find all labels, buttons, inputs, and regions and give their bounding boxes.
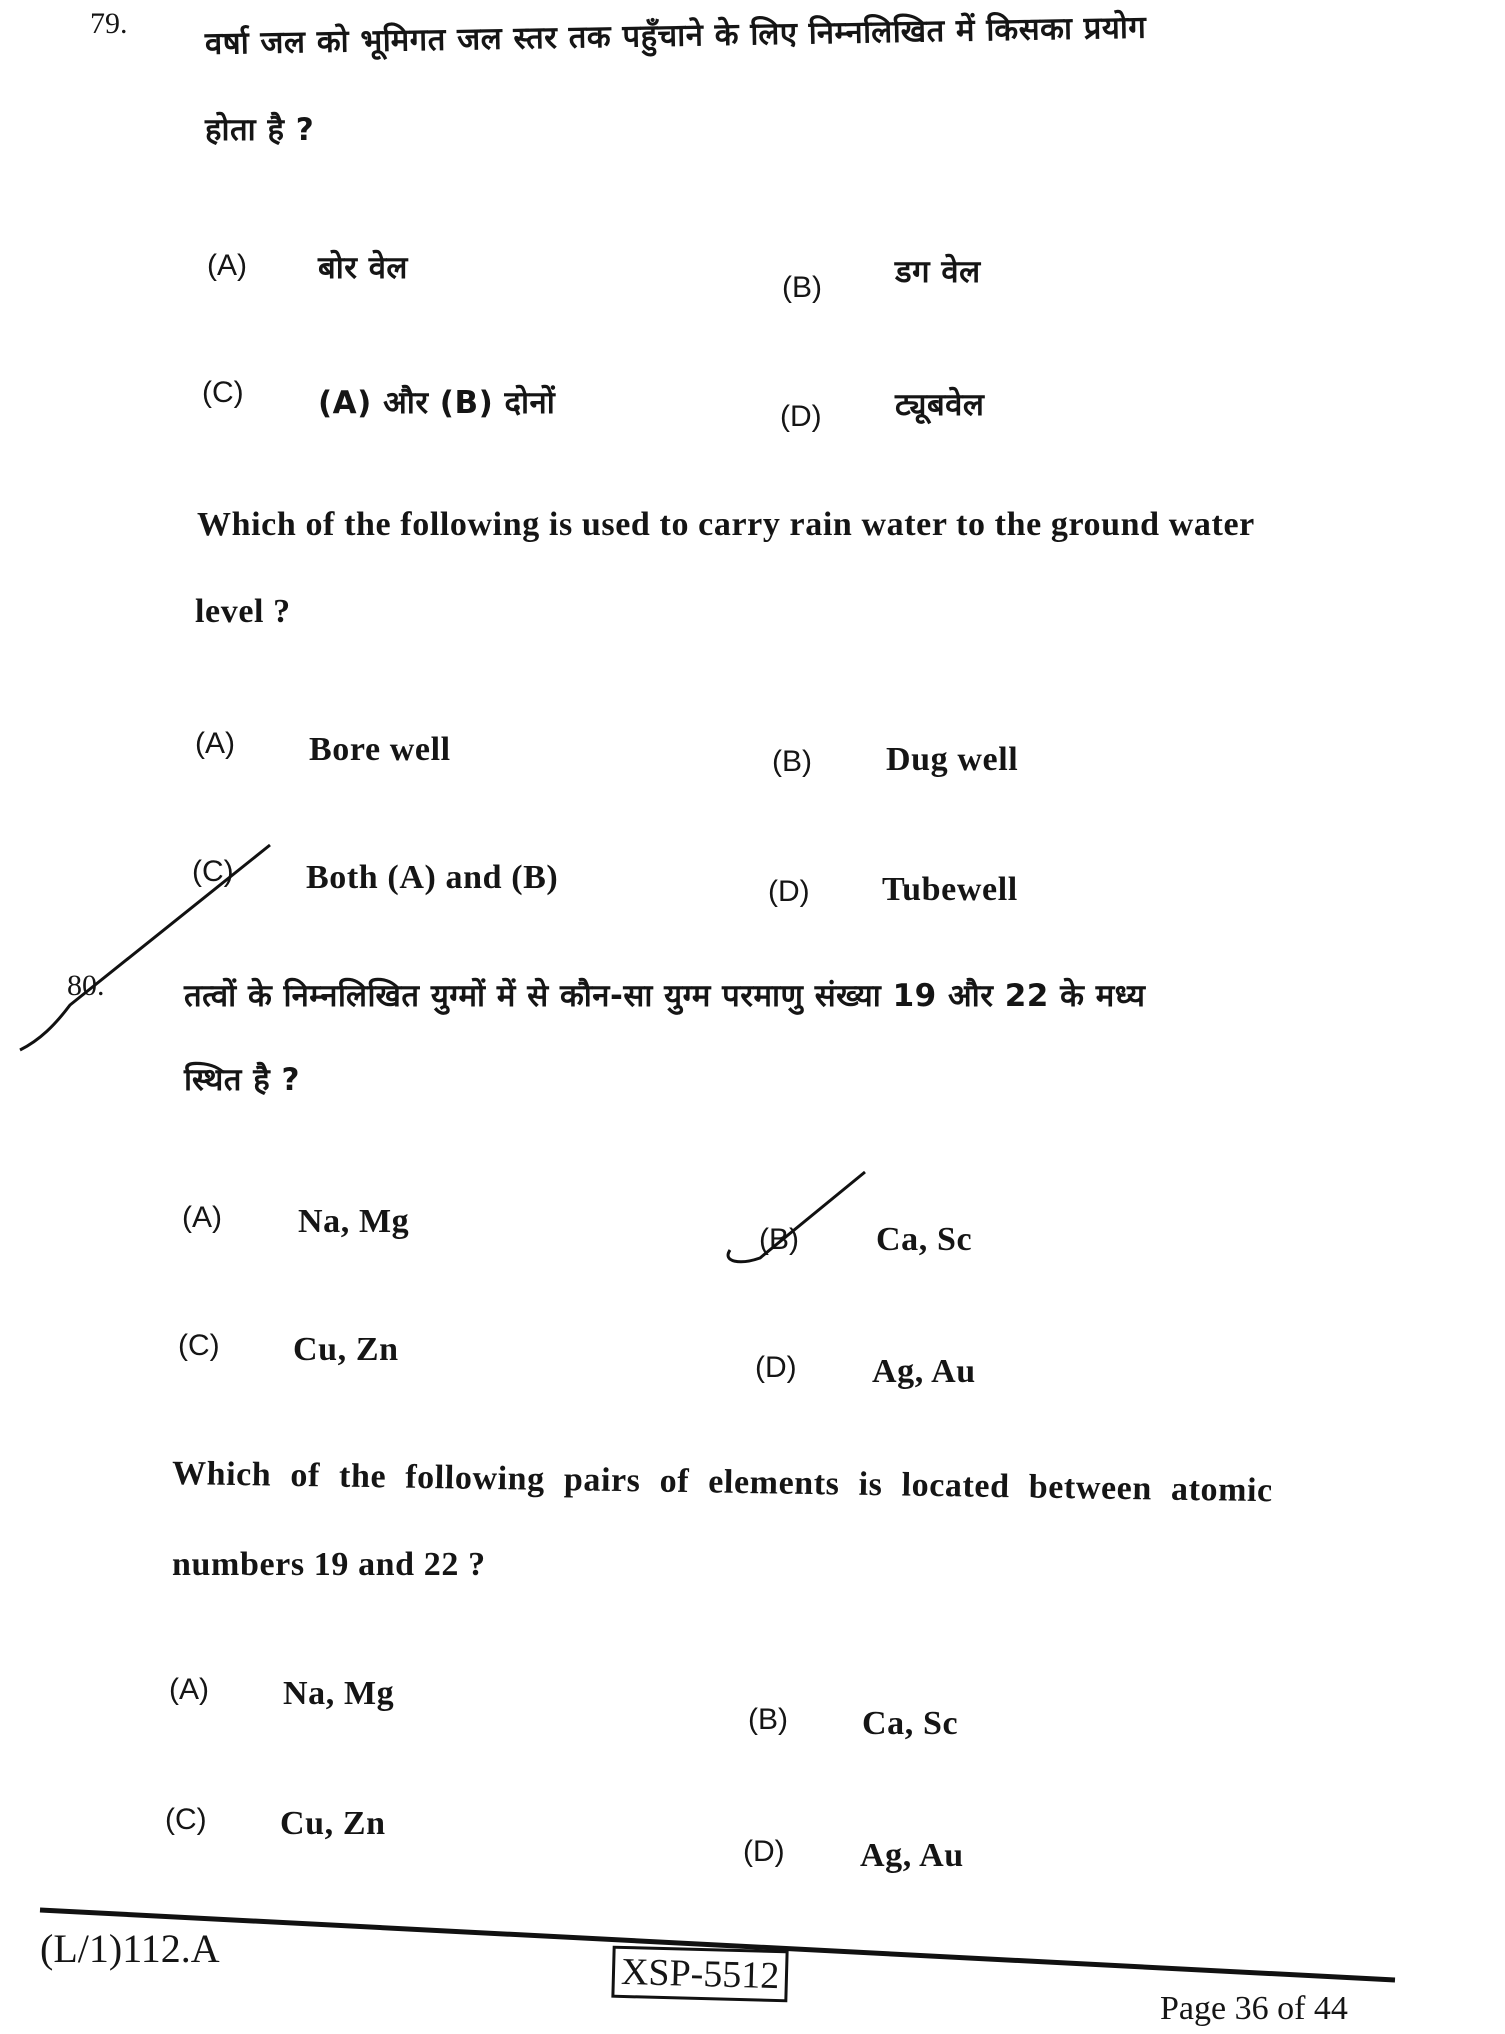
question-text-hindi: तत्वों के निम्नलिखित युग्मों में से कौन-सा युग्म परमाणु संख्या 19 और 22 के मध्य [184, 978, 1146, 1014]
option-label: (B) [759, 1223, 799, 1256]
option-label: (C) [192, 855, 234, 888]
question-text-hindi: वर्षा जल को भूमिगत जल स्तर तक पहुँचाने के लिए निम्नलिखित में किसका प्रयोग [204, 9, 1147, 62]
option-text: Na, Mg [283, 1675, 395, 1712]
question-number: 80. [67, 969, 105, 1002]
option-label: (A) [207, 249, 247, 282]
option-text: Tubewell [882, 871, 1018, 908]
option-label: (D) [743, 1835, 785, 1868]
option-label: (D) [780, 400, 822, 433]
option-label: (A) [195, 727, 235, 760]
option-text: Both (A) and (B) [306, 859, 559, 896]
answer-tick-mark [728, 1172, 865, 1262]
question-text-english: Which of the following is used to carry rain water to the ground water [197, 506, 1255, 543]
option-label: (D) [755, 1351, 797, 1384]
option-text: Bore well [309, 731, 451, 768]
option-label: (B) [748, 1703, 788, 1736]
option-text: Ca, Sc [876, 1221, 973, 1258]
option-text: बोर वेल [318, 250, 408, 286]
series-code-box: XSP-5512 [611, 1946, 789, 2003]
option-text: Ag, Au [872, 1353, 976, 1390]
option-label: (B) [772, 745, 812, 778]
option-label: (C) [178, 1329, 220, 1362]
question-number: 79. [90, 7, 128, 40]
option-label: (C) [165, 1803, 207, 1836]
question-text-english-cont: numbers 19 and 22 ? [172, 1546, 486, 1583]
option-text: Ag, Au [860, 1837, 964, 1874]
option-label: (B) [782, 271, 822, 304]
question-text-english: Which of the following pairs of elements is located between atomic [171, 1455, 1274, 1510]
question-text-hindi-cont: होता है ? [205, 112, 315, 148]
page-number: Page 36 of 44 [1160, 1990, 1348, 2027]
option-label: (A) [182, 1201, 222, 1234]
paper-code: (L/1)112.A [40, 1926, 220, 1971]
answer-tick-mark [20, 845, 270, 1050]
option-label: (A) [169, 1673, 209, 1706]
option-text: Cu, Zn [280, 1805, 386, 1842]
option-text: ट्यूबवेल [895, 387, 985, 423]
option-label: (C) [202, 376, 244, 409]
option-text: डग वेल [895, 254, 981, 290]
option-text: (A) और (B) दोनों [318, 385, 556, 421]
option-text: Dug well [886, 741, 1019, 778]
option-label: (D) [768, 875, 810, 908]
option-text: Na, Mg [298, 1203, 410, 1240]
question-text-english-cont: level ? [195, 593, 291, 630]
option-text: Cu, Zn [293, 1331, 399, 1368]
question-text-hindi-cont: स्थित है ? [184, 1062, 300, 1098]
option-text: Ca, Sc [862, 1705, 959, 1742]
